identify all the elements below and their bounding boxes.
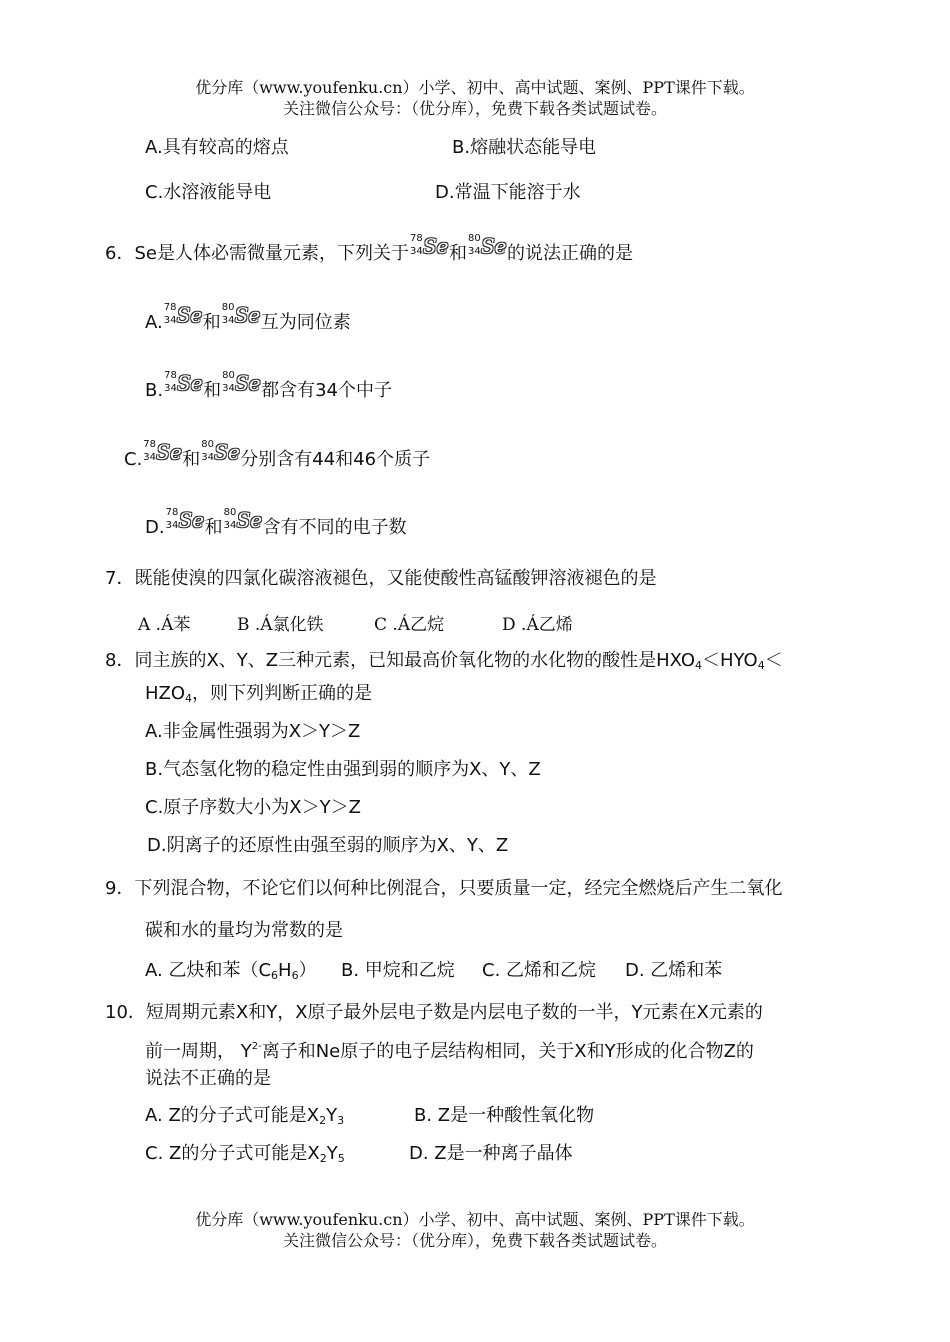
q8-option-c: C.原子序数大小为X＞Y＞Z (145, 797, 361, 818)
q6-and: 和 (202, 312, 221, 333)
q6-c-text: 分别含有44和46个质子 (240, 449, 431, 470)
se80-nuclide (467, 233, 507, 263)
element-symbol: Se (235, 371, 261, 395)
q9-stem-line-1: 9．下列混合物，不论它们以何种比例混合，只要质量一定，经完全燃烧后产生二氧化 (105, 878, 783, 899)
q7-option-a: A .Á苯 (138, 615, 191, 635)
q10-option-d: D. Z是一种离子晶体 (409, 1143, 573, 1164)
q10-c-text: C. Z的分子式可能是X (145, 1143, 320, 1164)
mass-number: 78 (143, 439, 157, 450)
element-symbol: Se (236, 508, 263, 532)
q6-and: 和 (203, 380, 222, 401)
q8-stem-line-2 (145, 683, 372, 710)
q6-b-text: 都含有34个中子 (261, 380, 392, 401)
q8-stem-text: ＜ (764, 650, 783, 671)
se78-nuclide (163, 302, 203, 332)
header-line-1: 优分库（www.youfenku.cn）小学、初中、高中试题、案例、PPT课件下载。 (195, 78, 755, 97)
q6-c-label: C. (124, 449, 143, 470)
q6-a-label: A. (145, 312, 163, 333)
subscript: 2 (319, 1114, 327, 1127)
mass-number: 80 (222, 370, 235, 381)
q6-number: 6． (105, 243, 135, 264)
se78-nuclide (409, 233, 449, 263)
q10-option-a (145, 1105, 344, 1132)
subscript: 6 (271, 969, 279, 982)
q9-option-d: D. 乙烯和苯 (625, 960, 723, 981)
q6-option-b (145, 370, 392, 402)
q6-and: 和 (182, 449, 201, 470)
se78-nuclide (142, 439, 182, 469)
se78-nuclide (165, 507, 205, 537)
q6-stem (105, 233, 633, 265)
q6-b-label: B. (145, 380, 164, 401)
mass-number: 80 (221, 302, 235, 313)
element-symbol: Se (178, 508, 205, 532)
q10-a-text: A. Z的分子式可能是X (145, 1105, 320, 1126)
q6-stem-post: 的说法正确的是 (506, 243, 633, 264)
mass-number: 80 (201, 439, 215, 450)
se78-nuclide (163, 370, 203, 400)
subscript: 5 (337, 1152, 345, 1165)
subscript: 2 (319, 1152, 327, 1165)
mass-number: 78 (165, 507, 179, 518)
q9-a-text: H (278, 960, 292, 981)
q5-option-a: A.具有较高的熔点 (145, 137, 289, 158)
q6-d-label: D. (145, 517, 165, 538)
q6-d-text: 含有不同的电子数 (262, 517, 407, 538)
footer-line-1: 优分库（www.youfenku.cn）小学、初中、高中试题、案例、PPT课件下载。 (195, 1210, 755, 1229)
q5-option-b: B.熔融状态能导电 (452, 137, 597, 158)
q9-option-a (145, 960, 317, 987)
q5-option-c: C.水溶液能导电 (145, 182, 272, 203)
q8-stem-line-1 (105, 650, 783, 677)
mass-number: 78 (409, 233, 423, 244)
subscript: 6 (291, 969, 299, 982)
q10-stem-text: 离子和Ne原子的电子层结构相同，关于X和Y形成的化合物Z的 (261, 1041, 754, 1062)
q9-a-text: ） (298, 960, 317, 981)
subscript: 3 (337, 1114, 345, 1127)
q8-number: 8． (105, 650, 135, 671)
atomic-number: 34 (163, 315, 177, 326)
q6-a-text: 互为同位素 (260, 312, 351, 333)
superscript: 2- (251, 1041, 262, 1052)
q7-stem: 7．既能使溴的四氯化碳溶液褪色，又能使酸性高锰酸钾溶液褪色的是 (105, 568, 657, 589)
q8-stem-text: ，则下列判断正确的是 (192, 683, 373, 704)
atomic-number: 34 (143, 452, 157, 463)
q5-option-d: D.常温下能溶于水 (435, 182, 581, 203)
q8-option-a: A.非金属性强弱为X＞Y＞Z (145, 721, 361, 742)
q7-option-c: C .Á乙烷 (374, 615, 445, 635)
subscript: 4 (695, 659, 702, 672)
q10-stem-line-2 (145, 1036, 754, 1063)
element-symbol: Se (422, 234, 449, 258)
atomic-number: 34 (467, 246, 481, 257)
atomic-number: 34 (221, 315, 235, 326)
q6-stem-pre: Se是人体必需微量元素，下列关于 (134, 243, 409, 264)
q9-stem-line-2: 碳和水的量均为常数的是 (145, 920, 343, 941)
q10-a-text: Y (326, 1105, 338, 1126)
mass-number: 78 (164, 370, 177, 381)
mass-number: 78 (163, 302, 177, 313)
q7-option-b: B .Á氯化铁 (237, 615, 324, 635)
q6-option-c (124, 439, 430, 471)
q6-and: 和 (448, 243, 467, 264)
q9-option-c: C. 乙烯和乙烷 (482, 960, 597, 981)
mass-number: 80 (223, 507, 237, 518)
q10-stem-text: 前一周期， Y (145, 1041, 252, 1062)
atomic-number: 34 (222, 383, 235, 394)
q8-stem-text: ＜HYO (702, 650, 758, 671)
element-symbol: Se (234, 303, 261, 327)
element-symbol: Se (176, 303, 203, 327)
element-symbol: Se (177, 371, 203, 395)
se80-nuclide (200, 439, 240, 469)
atomic-number: 34 (165, 520, 179, 531)
atomic-number: 34 (223, 520, 237, 531)
se80-nuclide (223, 507, 263, 537)
element-symbol: Se (156, 440, 182, 464)
q10-c-text: Y (326, 1143, 338, 1164)
q8-option-d: D.阴离子的还原性由强至弱的顺序为X、Y、Z (147, 835, 509, 856)
q8-stem-text: HZO (145, 683, 186, 704)
q8-option-b: B.气态氢化物的稳定性由强到弱的顺序为X、Y、Z (145, 759, 541, 780)
q10-option-c (145, 1143, 345, 1170)
element-symbol: Se (214, 440, 240, 464)
q6-and: 和 (204, 517, 223, 538)
q10-stem-line-1: 10．短周期元素X和Y，X原子最外层电子数是内层电子数的一半，Y元素在X元素的 (105, 1002, 763, 1023)
header-line-2: 关注微信公众号：（优分库），免费下载各类试题试卷。 (282, 99, 667, 118)
q6-option-a (145, 302, 351, 334)
atomic-number: 34 (409, 246, 423, 257)
q7-option-d: D .Á乙烯 (502, 615, 573, 635)
q9-option-b: B. 甲烷和乙烷 (341, 960, 455, 981)
q8-stem-text: 同主族的X、Y、Z三种元素，已知最高价氧化物的水化物的酸性是HXO (134, 650, 695, 671)
se80-nuclide (221, 302, 261, 332)
mass-number: 80 (467, 233, 481, 244)
atomic-number: 34 (164, 383, 177, 394)
element-symbol: Se (480, 234, 507, 258)
subscript: 4 (757, 659, 765, 672)
q9-a-text: A. 乙炔和苯（C (145, 960, 272, 981)
q6-option-d (145, 507, 407, 539)
subscript: 4 (185, 692, 193, 705)
q10-stem-line-3: 说法不正确的是 (145, 1068, 271, 1089)
q10-option-b: B. Z是一种酸性氧化物 (414, 1105, 595, 1126)
se80-nuclide (221, 370, 261, 400)
atomic-number: 34 (201, 452, 215, 463)
footer-line-2: 关注微信公众号：（优分库），免费下载各类试题试卷。 (282, 1231, 667, 1250)
